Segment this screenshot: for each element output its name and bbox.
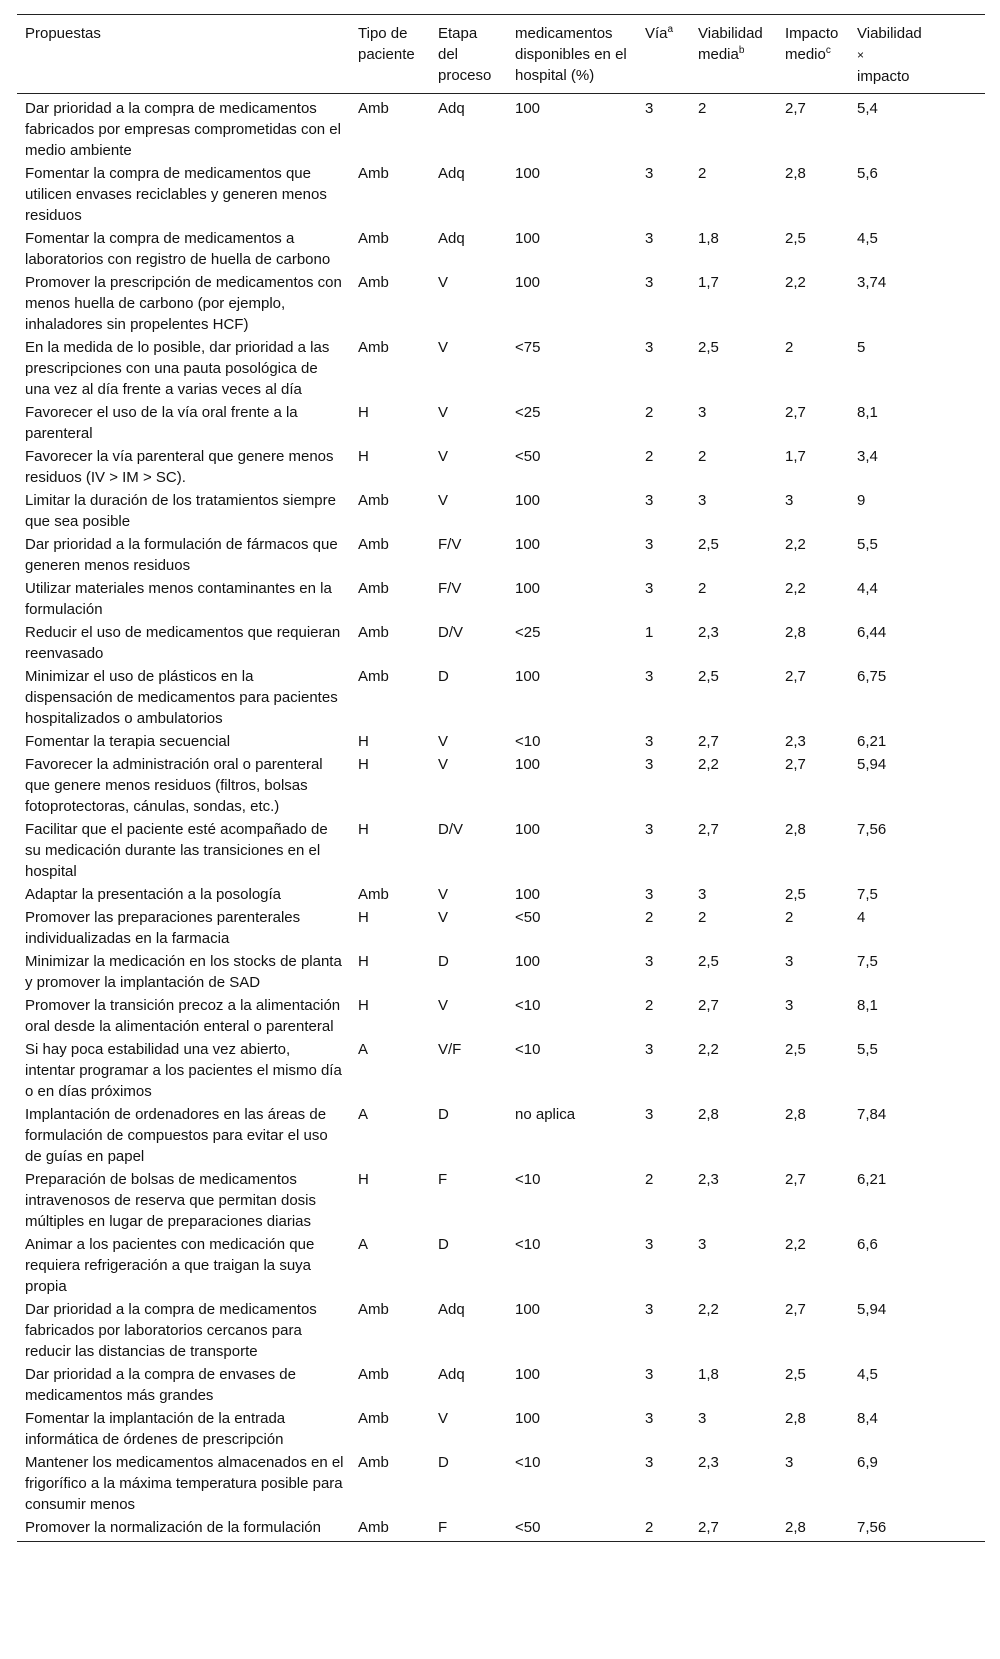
cell-via: 2	[645, 1171, 654, 1188]
cell-viabilidad: 2,8	[698, 1106, 719, 1123]
header-tipo-paciente	[350, 15, 430, 94]
cell-viabilidad-x-impacto: 7,5	[857, 953, 878, 970]
cell-medicamentos: 100	[515, 821, 541, 838]
cell-tipo-paciente: Amb	[358, 536, 389, 553]
cell-viabilidad-x-impacto: 7,56	[849, 1516, 985, 1542]
table-row	[17, 621, 985, 665]
cell-medicamentos: 100	[515, 1301, 541, 1318]
cell-tipo-paciente: Amb	[358, 274, 389, 291]
header-tipo-paciente-label: Tipo de paciente	[358, 25, 415, 63]
table-row	[17, 336, 985, 401]
cell-medicamentos: <50	[515, 909, 541, 926]
cell-impacto: 2,7	[785, 756, 806, 773]
cell-viabilidad: 1,7	[698, 274, 719, 291]
cell-propuesta: Dar prioridad a la compra de medicamentos fabricados por empresas comprometidas con el medio ambiente	[25, 100, 341, 159]
table-row	[17, 883, 985, 906]
cell-etapa: D	[438, 953, 449, 970]
cell-via: 3	[645, 953, 654, 970]
cell-etapa: F/V	[438, 536, 462, 553]
cell-impacto: 3	[785, 492, 794, 509]
cell-medicamentos: 100	[515, 100, 541, 117]
cell-via: 3	[645, 1041, 654, 1058]
cell-propuesta: Dar prioridad a la compra de medicamentos fabricados por laboratorios cercanos para reducir las distancias de transporte	[25, 1301, 317, 1360]
cell-viabilidad: 2	[698, 909, 707, 926]
cell-medicamentos: <50	[515, 448, 541, 465]
table-row	[17, 271, 985, 336]
cell-via: 2	[645, 404, 654, 421]
cell-impacto: 2,8	[785, 1106, 806, 1123]
cell-tipo-paciente: Amb	[358, 492, 389, 509]
cell-viabilidad-x-impacto: 8,1	[857, 997, 878, 1014]
table-row	[17, 1451, 985, 1516]
cell-impacto: 2,8	[785, 165, 806, 182]
cell-tipo-paciente: H	[358, 997, 369, 1014]
cell-viabilidad-x-impacto: 5,5	[857, 1041, 878, 1058]
cell-viabilidad: 2,5	[698, 953, 719, 970]
cell-medicamentos: <10	[515, 997, 541, 1014]
cell-tipo-paciente: H	[358, 953, 369, 970]
cell-viabilidad: 2,2	[698, 1301, 719, 1318]
header-vxi-multiply-sign: ×	[857, 48, 865, 62]
cell-etapa: Adq	[438, 100, 465, 117]
cell-viabilidad: 2,5	[698, 668, 719, 685]
cell-viabilidad: 2,7	[698, 733, 719, 750]
cell-viabilidad-x-impacto: 6,75	[857, 668, 887, 685]
cell-viabilidad-x-impacto: 4	[857, 909, 866, 926]
cell-via: 3	[645, 165, 654, 182]
cell-propuesta: Dar prioridad a la formulación de fármacos que generen menos residuos	[25, 536, 338, 574]
cell-medicamentos: 100	[515, 886, 541, 903]
header-viabilidad	[690, 15, 777, 94]
cell-viabilidad-x-impacto: 8,4	[857, 1410, 878, 1427]
cell-tipo-paciente: Amb	[358, 1410, 389, 1427]
cell-viabilidad-x-impacto: 6,21	[857, 733, 887, 750]
cell-tipo-paciente: Amb	[350, 1516, 430, 1542]
cell-propuesta: Implantación de ordenadores en las áreas de formulación de compuestos para evitar el uso de guías en papel	[25, 1106, 328, 1165]
cell-tipo-paciente: H	[358, 404, 369, 421]
cell-etapa: D/V	[438, 821, 464, 838]
cell-medicamentos: <75	[515, 339, 541, 356]
cell-tipo-paciente: Amb	[358, 580, 389, 597]
table-row	[17, 994, 985, 1038]
cell-via: 3	[645, 536, 654, 553]
cell-viabilidad-x-impacto: 5,94	[857, 756, 887, 773]
cell-tipo-paciente: H	[358, 909, 369, 926]
table-row	[17, 753, 985, 818]
proposals-table-container	[17, 14, 985, 1542]
cell-propuesta: Limitar la duración de los tratamientos siempre que sea posible	[25, 492, 336, 530]
table-row	[17, 730, 985, 753]
header-vxi-top: Viabilidad	[857, 25, 922, 42]
table-row	[17, 1038, 985, 1103]
cell-medicamentos: <10	[515, 1041, 541, 1058]
cell-via: 3	[645, 1106, 654, 1123]
cell-propuesta: Minimizar la medicación en los stocks de planta y promover la implantación de SAD	[25, 953, 342, 991]
cell-propuesta: Fomentar la implantación de la entrada informática de órdenes de prescripción	[25, 1410, 286, 1448]
header-vxi-bottom: impacto	[857, 68, 910, 85]
header-etapa	[430, 15, 507, 94]
cell-impacto: 2	[785, 339, 794, 356]
header-viabilidad-footnote: b	[738, 45, 745, 56]
cell-viabilidad: 2,3	[698, 624, 719, 641]
cell-impacto: 2,5	[785, 1366, 806, 1383]
cell-impacto: 3	[785, 1454, 794, 1471]
table-row	[17, 489, 985, 533]
header-via	[637, 15, 690, 94]
cell-via: 3	[645, 886, 654, 903]
cell-viabilidad: 1,8	[698, 1366, 719, 1383]
cell-via: 3	[645, 1454, 654, 1471]
cell-propuesta: En la medida de lo posible, dar prioridad a las prescripciones con una pauta posológica de una vez al día frente a varias veces al día	[25, 339, 330, 398]
cell-viabilidad: 2	[698, 100, 707, 117]
cell-etapa: Adq	[438, 165, 465, 182]
cell-via: 3	[645, 668, 654, 685]
cell-etapa: V	[438, 886, 449, 903]
cell-medicamentos: <25	[515, 404, 541, 421]
cell-propuesta: Fomentar la compra de medicamentos a laboratorios con registro de huella de carbono	[25, 230, 331, 268]
cell-tipo-paciente: Amb	[358, 624, 389, 641]
cell-via: 2	[645, 909, 654, 926]
cell-impacto: 3	[785, 997, 794, 1014]
table-row	[17, 533, 985, 577]
cell-propuesta: Dar prioridad a la compra de envases de medicamentos más grandes	[25, 1366, 296, 1404]
table-row	[17, 94, 985, 163]
table-row	[17, 1168, 985, 1233]
cell-viabilidad: 2	[698, 580, 707, 597]
cell-viabilidad: 2	[698, 448, 707, 465]
cell-etapa: Adq	[438, 230, 465, 247]
header-medicamentos-label: medicamentos disponibles en el hospital (%)	[515, 25, 627, 84]
header-etapa-label: Etapa del proceso	[438, 25, 492, 84]
cell-etapa: V	[438, 756, 449, 773]
cell-medicamentos: <10	[515, 733, 541, 750]
cell-tipo-paciente: H	[358, 448, 369, 465]
cell-medicamentos: 100	[515, 668, 541, 685]
cell-propuesta: Promover la normalización de la formulación	[17, 1516, 350, 1542]
cell-etapa: V	[438, 909, 449, 926]
cell-via: 2	[645, 997, 654, 1014]
cell-etapa: D/V	[438, 624, 464, 641]
table-row	[17, 445, 985, 489]
cell-viabilidad: 3	[698, 886, 707, 903]
table-body	[17, 94, 985, 1542]
cell-via: 3	[645, 492, 654, 509]
table-row	[17, 1516, 985, 1542]
header-via-footnote: a	[667, 24, 674, 35]
cell-impacto: 2,5	[785, 230, 806, 247]
cell-propuesta: Promover la transición precoz a la alimentación oral desde la alimentación enteral o parenteral	[25, 997, 341, 1035]
cell-tipo-paciente: A	[358, 1106, 369, 1123]
cell-viabilidad: 2,5	[698, 339, 719, 356]
header-viabilidad-label: Viabilidad media	[698, 25, 763, 63]
cell-tipo-paciente: Amb	[358, 230, 389, 247]
cell-propuesta: Favorecer la vía parenteral que genere menos residuos (IV > IM > SC).	[25, 448, 334, 486]
table-row	[17, 665, 985, 730]
cell-propuesta: Utilizar materiales menos contaminantes en la formulación	[25, 580, 332, 618]
cell-etapa: V	[438, 339, 449, 356]
cell-propuesta: Animar a los pacientes con medicación que requiera refrigeración a que traigan la suya propia	[25, 1236, 315, 1295]
cell-propuesta: Favorecer la administración oral o parenteral que genere menos residuos (filtros, bolsas fotoprotectoras, cánulas, sondas, etc.)	[25, 756, 323, 815]
cell-etapa: V	[438, 1410, 449, 1427]
cell-medicamentos: 100	[515, 756, 541, 773]
cell-propuesta: Adaptar la presentación a la posología	[25, 886, 282, 903]
cell-via: 3	[645, 580, 654, 597]
cell-medicamentos: no aplica	[515, 1106, 576, 1123]
cell-tipo-paciente: Amb	[358, 1301, 389, 1318]
cell-viabilidad-x-impacto: 3,4	[857, 448, 878, 465]
cell-propuesta: Promover las preparaciones parenterales individualizadas en la farmacia	[25, 909, 301, 947]
cell-viabilidad: 3	[698, 404, 707, 421]
cell-impacto: 2,5	[785, 1041, 806, 1058]
cell-viabilidad: 2,2	[698, 1041, 719, 1058]
cell-viabilidad-x-impacto: 5,4	[857, 100, 878, 117]
cell-impacto: 1,7	[785, 448, 806, 465]
cell-viabilidad: 2	[698, 165, 707, 182]
cell-propuesta: Minimizar el uso de plásticos en la dispensación de medicamentos para pacientes hospitalizados o ambulatorios	[25, 668, 338, 727]
cell-viabilidad: 2,2	[698, 756, 719, 773]
cell-viabilidad-x-impacto: 4,5	[857, 1366, 878, 1383]
cell-impacto: 2,2	[785, 1236, 806, 1253]
cell-via: 2	[645, 448, 654, 465]
cell-impacto: 2,7	[785, 668, 806, 685]
cell-etapa: D	[438, 1236, 449, 1253]
cell-propuesta: Preparación de bolsas de medicamentos intravenosos de reserva que permitan dosis múltiples en lugar de preparaciones diarias	[25, 1171, 316, 1230]
cell-tipo-paciente: H	[358, 733, 369, 750]
cell-medicamentos: 100	[515, 1366, 541, 1383]
cell-viabilidad: 3	[698, 1236, 707, 1253]
cell-tipo-paciente: A	[358, 1236, 369, 1253]
cell-medicamentos: 100	[515, 165, 541, 182]
cell-viabilidad: 3	[698, 1410, 707, 1427]
cell-viabilidad-x-impacto: 7,5	[857, 886, 878, 903]
header-row	[17, 15, 985, 94]
cell-propuesta: Facilitar que el paciente esté acompañado de su medicación durante las transiciones en el hospital	[25, 821, 328, 880]
cell-medicamentos: <50	[507, 1516, 637, 1542]
cell-impacto: 2,7	[785, 404, 806, 421]
cell-via: 3	[645, 756, 654, 773]
cell-medicamentos: 100	[515, 274, 541, 291]
proposals-table	[17, 14, 985, 1542]
cell-etapa: D	[438, 668, 449, 685]
cell-medicamentos: 100	[515, 536, 541, 553]
cell-viabilidad-x-impacto: 5,94	[857, 1301, 887, 1318]
cell-propuesta: Mantener los medicamentos almacenados en el frigorífico a la máxima temperatura posible para consumir menos	[25, 1454, 344, 1513]
cell-via: 3	[645, 1366, 654, 1383]
cell-impacto: 2,3	[785, 733, 806, 750]
cell-viabilidad: 2,5	[698, 536, 719, 553]
cell-via: 3	[645, 100, 654, 117]
cell-via: 3	[645, 733, 654, 750]
table-row	[17, 1298, 985, 1363]
cell-etapa: D	[438, 1454, 449, 1471]
cell-viabilidad-x-impacto: 4,4	[857, 580, 878, 597]
header-impacto-label: Impacto medio	[785, 25, 839, 63]
table-row	[17, 818, 985, 883]
cell-etapa: V	[438, 274, 449, 291]
cell-propuesta: Reducir el uso de medicamentos que requieran reenvasado	[25, 624, 341, 662]
cell-medicamentos: <10	[515, 1171, 541, 1188]
cell-propuesta: Favorecer el uso de la vía oral frente a la parenteral	[25, 404, 298, 442]
header-propuestas-label: Propuestas	[25, 25, 101, 42]
cell-via: 3	[645, 1410, 654, 1427]
cell-medicamentos: 100	[515, 580, 541, 597]
cell-viabilidad-x-impacto: 8,1	[857, 404, 878, 421]
table-row	[17, 162, 985, 227]
cell-etapa: F/V	[438, 580, 462, 597]
cell-via: 3	[645, 1236, 654, 1253]
cell-tipo-paciente: Amb	[358, 1366, 389, 1383]
cell-medicamentos: 100	[515, 1410, 541, 1427]
cell-via: 1	[645, 624, 654, 641]
cell-medicamentos: 100	[515, 492, 541, 509]
cell-viabilidad-x-impacto: 6,44	[857, 624, 887, 641]
cell-viabilidad: 1,8	[698, 230, 719, 247]
cell-viabilidad-x-impacto: 4,5	[857, 230, 878, 247]
cell-via: 3	[645, 230, 654, 247]
cell-medicamentos: 100	[515, 230, 541, 247]
cell-impacto: 2,5	[785, 886, 806, 903]
cell-viabilidad-x-impacto: 5,6	[857, 165, 878, 182]
table-row	[17, 1363, 985, 1407]
cell-etapa: V	[438, 404, 449, 421]
cell-viabilidad-x-impacto: 5,5	[857, 536, 878, 553]
cell-etapa: D	[438, 1106, 449, 1123]
cell-tipo-paciente: Amb	[358, 165, 389, 182]
cell-via: 3	[645, 821, 654, 838]
cell-etapa: V	[438, 448, 449, 465]
cell-etapa: F	[430, 1516, 507, 1542]
cell-tipo-paciente: H	[358, 1171, 369, 1188]
cell-medicamentos: 100	[515, 953, 541, 970]
cell-etapa: V	[438, 997, 449, 1014]
table-row	[17, 1407, 985, 1451]
cell-tipo-paciente: A	[358, 1041, 369, 1058]
cell-viabilidad-x-impacto: 3,74	[857, 274, 887, 291]
cell-via: 3	[645, 274, 654, 291]
cell-impacto: 2	[785, 909, 794, 926]
cell-viabilidad-x-impacto: 6,21	[857, 1171, 887, 1188]
cell-impacto: 2,8	[785, 821, 806, 838]
cell-impacto: 2,7	[785, 1171, 806, 1188]
cell-via: 3	[645, 339, 654, 356]
cell-tipo-paciente: Amb	[358, 1454, 389, 1471]
cell-medicamentos: <10	[515, 1454, 541, 1471]
cell-etapa: V	[438, 492, 449, 509]
cell-tipo-paciente: Amb	[358, 668, 389, 685]
cell-viabilidad-x-impacto: 6,9	[857, 1454, 878, 1471]
cell-impacto: 2,8	[785, 624, 806, 641]
header-viabilidad-x-impacto	[849, 15, 985, 94]
table-header	[17, 15, 985, 94]
cell-impacto: 2,7	[785, 1301, 806, 1318]
cell-propuesta: Fomentar la terapia secuencial	[25, 733, 231, 750]
cell-impacto: 2,2	[785, 536, 806, 553]
cell-viabilidad-x-impacto: 5	[857, 339, 866, 356]
table-row	[17, 227, 985, 271]
cell-impacto: 2,2	[785, 274, 806, 291]
header-propuestas	[17, 15, 350, 94]
cell-impacto: 2,8	[777, 1516, 849, 1542]
table-row	[17, 1103, 985, 1168]
cell-viabilidad-x-impacto: 7,56	[857, 821, 887, 838]
cell-propuesta: Promover la prescripción de medicamentos con menos huella de carbono (por ejemplo, inhaladores sin propelentes HCF)	[25, 274, 342, 333]
cell-impacto: 2,7	[785, 100, 806, 117]
cell-viabilidad: 3	[698, 492, 707, 509]
cell-etapa: V	[438, 733, 449, 750]
header-impacto	[777, 15, 849, 94]
table-row	[17, 577, 985, 621]
table-row	[17, 950, 985, 994]
cell-tipo-paciente: Amb	[358, 100, 389, 117]
header-via-label: Vía	[645, 25, 668, 42]
cell-viabilidad-x-impacto: 6,6	[857, 1236, 878, 1253]
cell-tipo-paciente: H	[358, 821, 369, 838]
cell-via: 2	[637, 1516, 690, 1542]
cell-propuesta: Si hay poca estabilidad una vez abierto, intentar programar a los pacientes el mismo día o en días próximos	[25, 1041, 342, 1100]
cell-viabilidad: 2,3	[698, 1171, 719, 1188]
table-row	[17, 906, 985, 950]
cell-viabilidad-x-impacto: 9	[857, 492, 866, 509]
cell-viabilidad: 2,7	[690, 1516, 777, 1542]
cell-impacto: 2,2	[785, 580, 806, 597]
cell-etapa: Adq	[438, 1366, 465, 1383]
cell-etapa: F	[438, 1171, 448, 1188]
cell-impacto: 3	[785, 953, 794, 970]
cell-via: 3	[645, 1301, 654, 1318]
cell-viabilidad-x-impacto: 7,84	[857, 1106, 887, 1123]
cell-tipo-paciente: H	[358, 756, 369, 773]
cell-viabilidad: 2,3	[698, 1454, 719, 1471]
table-row	[17, 401, 985, 445]
cell-etapa: V/F	[438, 1041, 462, 1058]
header-medicamentos	[507, 15, 637, 94]
cell-propuesta: Fomentar la compra de medicamentos que utilicen envases reciclables y generen menos residuos	[25, 165, 327, 224]
cell-medicamentos: <10	[515, 1236, 541, 1253]
table-row	[17, 1233, 985, 1298]
cell-viabilidad: 2,7	[698, 821, 719, 838]
cell-tipo-paciente: Amb	[358, 886, 389, 903]
cell-medicamentos: <25	[515, 624, 541, 641]
header-impacto-footnote: c	[825, 45, 831, 56]
cell-viabilidad: 2,7	[698, 997, 719, 1014]
cell-tipo-paciente: Amb	[358, 339, 389, 356]
cell-etapa: Adq	[438, 1301, 465, 1318]
cell-impacto: 2,8	[785, 1410, 806, 1427]
